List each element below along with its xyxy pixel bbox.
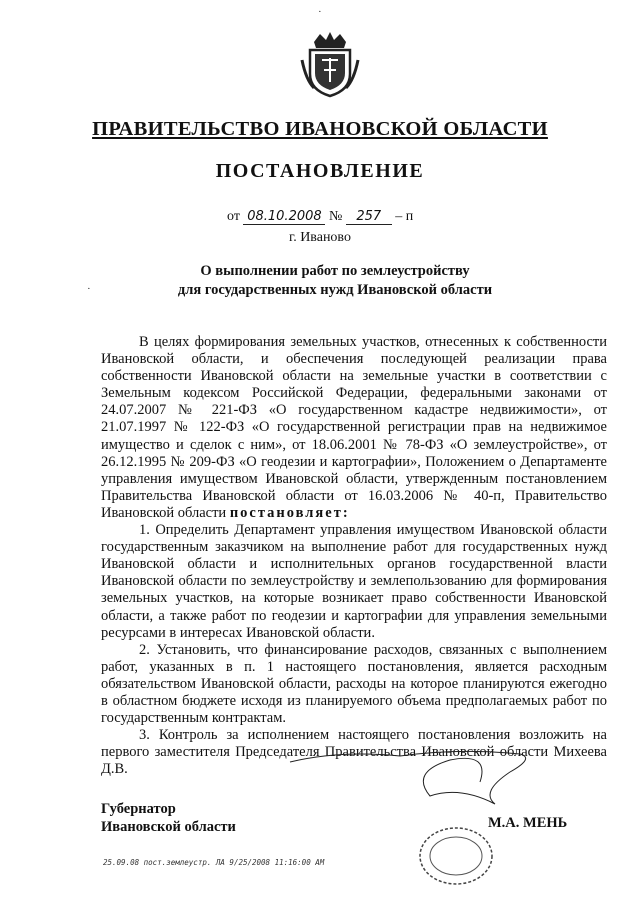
number-suffix: – п [395,209,414,224]
document-date: 08.10.2008 [243,209,325,225]
document-body [101,334,607,778]
scan-mark: · [318,6,322,18]
preamble-text: В целях формирования земельных участков, отнесенных к собственности Ивановской области, и обеспечения последующей реализации права собственности Ивановской области на земельные участки в соответствии с Земельным кодексом Российской Федерации, федеральными законами от 24.07.2007 № 221-ФЗ «О государственном кадастре недвижимости», от 21.07.1997 № 122-ФЗ «О государственной регистрации прав на недвижимое имущество и сделок с ним», от 18.06.2001 № 78-ФЗ «О землеустройстве», от 26.12.1995 № 209-ФЗ «О геодезии и картографии», Положением о Департаменте управления имуществом Ивановской области, утвержденным постановлением Правительства Ивановской области от 16.03.2006 № 40-п, Правительство Ивановской области [101,334,607,521]
signature-scribble [280,742,540,812]
item-3: 3. Контроль за исполнением настоящего постановления возложить на первого заместителя Председателя Правительства Ивановской области Михеева Д.В. [101,727,607,778]
signer-title [101,800,236,836]
coat-of-arms-icon [300,30,360,100]
document-number: 257 [346,209,392,225]
signer-title-line-2: Ивановской области [101,819,236,835]
subject-line-2: для государственных нужд Ивановской области [177,282,493,298]
item-2: 2. Установить, что финансирование расходов, связанных с выполнением работ, указанных в п. 1 настоящего постановления, является расходным обязательством Ивановской области, расходы на которое планируются ежегодно в областном бюджете исходя из планируемого объема предполагаемых работ по государственным контрактам. [101,641,607,727]
organization-title: ПРАВИТЕЛЬСТВО ИВАНОВСКОЙ ОБЛАСТИ [92,118,548,140]
signer-name: М.А. МЕНЬ [488,815,568,831]
city: г. Иваново [289,230,351,245]
subject-line-1: О выполнении работ по землеустройству [200,263,470,279]
footer-meta: 25.09.08 пост.землеустр. ЛА 9/25/2008 11:16:00 AM [103,858,325,867]
document-subject [0,262,640,300]
preamble-paragraph [101,334,607,522]
date-prefix: от [227,209,240,224]
dateline [227,209,413,225]
number-sign: № [328,209,343,224]
item-1: 1. Определить Департамент управления имуществом Ивановской области государственным заказчиком на выполнение работ для государственных нужд Ивановской области и исполнительных органов государственной власти Ивановской области по землеустройству и землепользованию для формирования земельных участков, на которые возникает право собственности Ивановской области, а также работ по геодезии и картографии для управления земельными ресурсами в интересах Ивановской области. [101,522,607,641]
document-type: ПОСТАНОВЛЕНИЕ [215,160,425,182]
scan-mark: · [87,283,91,295]
resolves-word: постановляет: [229,504,350,521]
stamp-icon [408,818,498,890]
signer-title-line-1: Губернатор [101,801,176,817]
